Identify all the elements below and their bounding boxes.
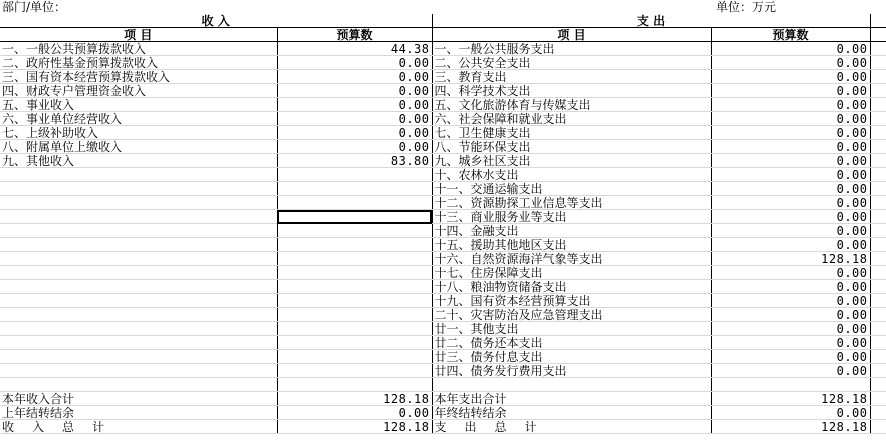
table-row bbox=[0, 322, 886, 336]
expense-value-cell[interactable]: 0.00 bbox=[711, 140, 870, 154]
income-value-cell[interactable]: 0.00 bbox=[277, 98, 432, 112]
edge-cell bbox=[870, 182, 886, 196]
table-row bbox=[0, 308, 886, 322]
expense-item-cell[interactable]: 一、一般公共服务支出 bbox=[432, 42, 711, 56]
income-value-cell[interactable] bbox=[277, 378, 432, 392]
expense-item-cell[interactable]: 十三、商业服务业等支出 bbox=[432, 210, 711, 224]
table-row bbox=[0, 364, 886, 378]
edge-cell bbox=[870, 378, 886, 392]
income-item-cell[interactable]: 五、事业收入 bbox=[0, 98, 277, 112]
income-item-cell[interactable]: 七、上级补助收入 bbox=[0, 126, 277, 140]
expense-value-cell[interactable]: 0.00 bbox=[711, 308, 870, 322]
income-total-label[interactable]: 上年结转结余 bbox=[0, 406, 277, 420]
edge-cell bbox=[870, 420, 886, 434]
income-value-cell[interactable] bbox=[277, 280, 432, 294]
expense-item-cell[interactable] bbox=[432, 378, 711, 392]
edge-cell bbox=[870, 168, 886, 182]
income-value-cell[interactable] bbox=[277, 336, 432, 350]
expense-value-cell[interactable]: 128.18 bbox=[711, 252, 870, 266]
expense-value-cell[interactable]: 0.00 bbox=[711, 112, 870, 126]
edge-cell bbox=[870, 322, 886, 336]
edge-cell bbox=[870, 364, 886, 378]
expense-item-cell[interactable]: 十八、粮油物资储备支出 bbox=[432, 280, 711, 294]
edge-cell bbox=[870, 154, 886, 168]
table-row bbox=[0, 252, 886, 266]
income-item-cell[interactable] bbox=[0, 350, 277, 364]
edge-cell bbox=[870, 98, 886, 112]
table-row bbox=[0, 224, 886, 238]
expense-value-cell[interactable]: 0.00 bbox=[711, 238, 870, 252]
income-title: 收 入 bbox=[0, 14, 432, 28]
expense-item-cell[interactable]: 十二、资源勘探工业信息等支出 bbox=[432, 196, 711, 210]
total-row bbox=[0, 420, 886, 434]
income-item-cell[interactable] bbox=[0, 168, 277, 182]
income-item-cell[interactable] bbox=[0, 280, 277, 294]
table-row bbox=[0, 238, 886, 252]
table-row bbox=[0, 182, 886, 196]
income-item-cell[interactable] bbox=[0, 224, 277, 238]
expense-item-cell[interactable]: 二、公共安全支出 bbox=[432, 56, 711, 70]
expense-total-label[interactable]: 年终结转结余 bbox=[432, 406, 711, 420]
income-total-value[interactable]: 128.18 bbox=[277, 392, 432, 406]
expense-value-cell[interactable]: 0.00 bbox=[711, 280, 870, 294]
income-item-cell[interactable]: 四、财政专户管理资金收入 bbox=[0, 84, 277, 98]
income-item-cell[interactable] bbox=[0, 266, 277, 280]
edge-cell bbox=[870, 266, 886, 280]
table-row bbox=[0, 140, 886, 154]
edge-cell bbox=[870, 112, 886, 126]
expense-value-cell[interactable]: 0.00 bbox=[711, 294, 870, 308]
expense-item-cell[interactable]: 十、农林水支出 bbox=[432, 168, 711, 182]
expense-value-cell[interactable]: 0.00 bbox=[711, 42, 870, 56]
expense-title: 支 出 bbox=[432, 14, 870, 28]
edge-cell bbox=[870, 308, 886, 322]
table-row bbox=[0, 196, 886, 210]
edge-cell bbox=[870, 70, 886, 84]
expense-item-header: 项 目 bbox=[432, 28, 711, 42]
income-item-cell[interactable] bbox=[0, 322, 277, 336]
income-value-cell[interactable] bbox=[277, 266, 432, 280]
expense-value-cell[interactable]: 0.00 bbox=[711, 56, 870, 70]
expense-item-cell[interactable]: 三、教育支出 bbox=[432, 70, 711, 84]
expense-item-cell[interactable]: 十六、自然资源海洋气象等支出 bbox=[432, 252, 711, 266]
expense-item-cell[interactable]: 十一、交通运输支出 bbox=[432, 182, 711, 196]
section-header-row bbox=[0, 14, 886, 28]
income-value-cell[interactable] bbox=[277, 196, 432, 210]
edge-cell bbox=[870, 294, 886, 308]
expense-total-label[interactable]: 本年支出合计 bbox=[432, 392, 711, 406]
expense-value-cell[interactable]: 0.00 bbox=[711, 336, 870, 350]
income-value-cell[interactable]: 0.00 bbox=[277, 70, 432, 84]
expense-value-cell[interactable]: 0.00 bbox=[711, 210, 870, 224]
income-value-cell[interactable]: 44.38 bbox=[277, 42, 432, 56]
income-item-cell[interactable] bbox=[0, 336, 277, 350]
expense-item-cell[interactable]: 七、卫生健康支出 bbox=[432, 126, 711, 140]
table-row bbox=[0, 112, 886, 126]
income-value-cell[interactable] bbox=[277, 322, 432, 336]
expense-value-cell[interactable]: 0.00 bbox=[711, 350, 870, 364]
income-value-cell[interactable] bbox=[277, 210, 432, 224]
expense-item-cell[interactable]: 廿一、其他支出 bbox=[432, 322, 711, 336]
edge-cell bbox=[870, 336, 886, 350]
edge-cell bbox=[870, 84, 886, 98]
expense-value-cell[interactable]: 0.00 bbox=[711, 98, 870, 112]
table-row bbox=[0, 280, 886, 294]
income-value-cell[interactable] bbox=[277, 182, 432, 196]
edge-cell bbox=[870, 28, 886, 42]
expense-item-cell[interactable]: 十五、援助其他地区支出 bbox=[432, 238, 711, 252]
expense-item-cell[interactable]: 廿四、债务发行费用支出 bbox=[432, 364, 711, 378]
table-row bbox=[0, 266, 886, 280]
expense-item-cell[interactable]: 十九、国有资本经营预算支出 bbox=[432, 294, 711, 308]
expense-item-cell[interactable]: 十七、住房保障支出 bbox=[432, 266, 711, 280]
table-row bbox=[0, 336, 886, 350]
expense-item-cell[interactable]: 五、文化旅游体育与传媒支出 bbox=[432, 98, 711, 112]
column-header-row bbox=[0, 28, 886, 42]
edge-cell bbox=[870, 392, 886, 406]
table-row bbox=[0, 56, 886, 70]
income-value-cell[interactable] bbox=[277, 238, 432, 252]
income-item-cell[interactable]: 一、一般公共预算拨款收入 bbox=[0, 42, 277, 56]
income-value-cell[interactable]: 0.00 bbox=[277, 140, 432, 154]
table-row bbox=[0, 154, 886, 168]
unit-label: 单位：万元 bbox=[716, 0, 777, 14]
edge-cell bbox=[870, 14, 886, 28]
expense-value-cell[interactable]: 0.00 bbox=[711, 154, 870, 168]
expense-item-cell[interactable]: 十四、金融支出 bbox=[432, 224, 711, 238]
edge-cell bbox=[870, 252, 886, 266]
expense-item-cell[interactable]: 四、科学技术支出 bbox=[432, 84, 711, 98]
income-value-cell[interactable]: 0.00 bbox=[277, 126, 432, 140]
income-value-cell[interactable]: 0.00 bbox=[277, 84, 432, 98]
table-row bbox=[0, 84, 886, 98]
income-item-cell[interactable]: 二、政府性基金预算拨款收入 bbox=[0, 56, 277, 70]
income-item-cell[interactable]: 九、其他收入 bbox=[0, 154, 277, 168]
expense-value-cell[interactable]: 0.00 bbox=[711, 266, 870, 280]
income-value-cell[interactable] bbox=[277, 294, 432, 308]
table-row bbox=[0, 378, 886, 392]
edge-cell bbox=[870, 42, 886, 56]
income-value-cell[interactable] bbox=[277, 364, 432, 378]
income-budget-header: 预算数 bbox=[277, 28, 432, 42]
income-item-header: 项 目 bbox=[0, 28, 277, 42]
table-row bbox=[0, 210, 886, 224]
total-row bbox=[0, 406, 886, 420]
expense-budget-header: 预算数 bbox=[711, 28, 870, 42]
dept-label: 部门/单位： bbox=[2, 0, 67, 14]
income-total-value[interactable]: 0.00 bbox=[277, 406, 432, 420]
expense-total-label[interactable]: 支出总计 bbox=[432, 420, 711, 434]
expense-item-cell[interactable]: 廿二、债务还本支出 bbox=[432, 336, 711, 350]
income-value-cell[interactable] bbox=[277, 308, 432, 322]
income-item-cell[interactable] bbox=[0, 378, 277, 392]
table-row bbox=[0, 294, 886, 308]
expense-item-cell[interactable]: 九、城乡社区支出 bbox=[432, 154, 711, 168]
income-item-cell[interactable]: 三、国有资本经营预算拨款收入 bbox=[0, 70, 277, 84]
edge-cell bbox=[870, 210, 886, 224]
income-item-cell[interactable] bbox=[0, 182, 277, 196]
expense-value-cell[interactable]: 0.00 bbox=[711, 70, 870, 84]
edge-cell bbox=[870, 56, 886, 70]
expense-total-value[interactable]: 0.00 bbox=[711, 406, 870, 420]
income-item-cell[interactable] bbox=[0, 252, 277, 266]
income-value-cell[interactable] bbox=[277, 168, 432, 182]
table-row bbox=[0, 98, 886, 112]
income-value-cell[interactable] bbox=[277, 224, 432, 238]
edge-cell bbox=[870, 238, 886, 252]
expense-item-cell[interactable]: 八、节能环保支出 bbox=[432, 140, 711, 154]
income-item-cell[interactable] bbox=[0, 294, 277, 308]
edge-cell bbox=[870, 350, 886, 364]
income-item-cell[interactable] bbox=[0, 238, 277, 252]
income-item-cell[interactable] bbox=[0, 364, 277, 378]
total-row bbox=[0, 392, 886, 406]
income-item-cell[interactable] bbox=[0, 308, 277, 322]
income-item-cell[interactable]: 八、附属单位上缴收入 bbox=[0, 140, 277, 154]
expense-item-cell[interactable]: 廿三、债务付息支出 bbox=[432, 350, 711, 364]
income-item-cell[interactable] bbox=[0, 196, 277, 210]
income-total-value[interactable]: 128.18 bbox=[277, 420, 432, 434]
table-row bbox=[0, 42, 886, 56]
income-value-cell[interactable]: 0.00 bbox=[277, 112, 432, 126]
income-value-cell[interactable]: 0.00 bbox=[277, 56, 432, 70]
edge-cell bbox=[870, 196, 886, 210]
income-value-cell[interactable]: 83.80 bbox=[277, 154, 432, 168]
edge-cell bbox=[870, 224, 886, 238]
edge-cell bbox=[870, 406, 886, 420]
expense-value-cell[interactable]: 0.00 bbox=[711, 84, 870, 98]
edge-cell bbox=[870, 126, 886, 140]
expense-value-cell[interactable]: 0.00 bbox=[711, 196, 870, 210]
table-row bbox=[0, 168, 886, 182]
income-item-cell[interactable]: 六、事业单位经营收入 bbox=[0, 112, 277, 126]
expense-total-value[interactable]: 128.18 bbox=[711, 420, 870, 434]
expense-item-cell[interactable]: 六、社会保障和就业支出 bbox=[432, 112, 711, 126]
expense-value-cell[interactable]: 0.00 bbox=[711, 168, 870, 182]
expense-value-cell[interactable]: 0.00 bbox=[711, 364, 870, 378]
income-value-cell[interactable] bbox=[277, 252, 432, 266]
expense-value-cell[interactable]: 0.00 bbox=[711, 224, 870, 238]
income-total-label[interactable]: 收入总计 bbox=[0, 420, 277, 434]
table-row bbox=[0, 126, 886, 140]
expense-value-cell[interactable]: 0.00 bbox=[711, 182, 870, 196]
expense-value-cell[interactable]: 0.00 bbox=[711, 126, 870, 140]
income-value-cell[interactable] bbox=[277, 350, 432, 364]
edge-cell bbox=[870, 280, 886, 294]
expense-value-cell[interactable]: 0.00 bbox=[711, 322, 870, 336]
expense-total-value[interactable]: 128.18 bbox=[711, 392, 870, 406]
table-row bbox=[0, 350, 886, 364]
edge-cell bbox=[870, 140, 886, 154]
budget-table bbox=[0, 14, 886, 434]
income-item-cell[interactable] bbox=[0, 210, 277, 224]
income-total-label[interactable]: 本年收入合计 bbox=[0, 392, 277, 406]
table-row bbox=[0, 70, 886, 84]
expense-value-cell[interactable] bbox=[711, 378, 870, 392]
expense-item-cell[interactable]: 二十、灾害防治及应急管理支出 bbox=[432, 308, 711, 322]
